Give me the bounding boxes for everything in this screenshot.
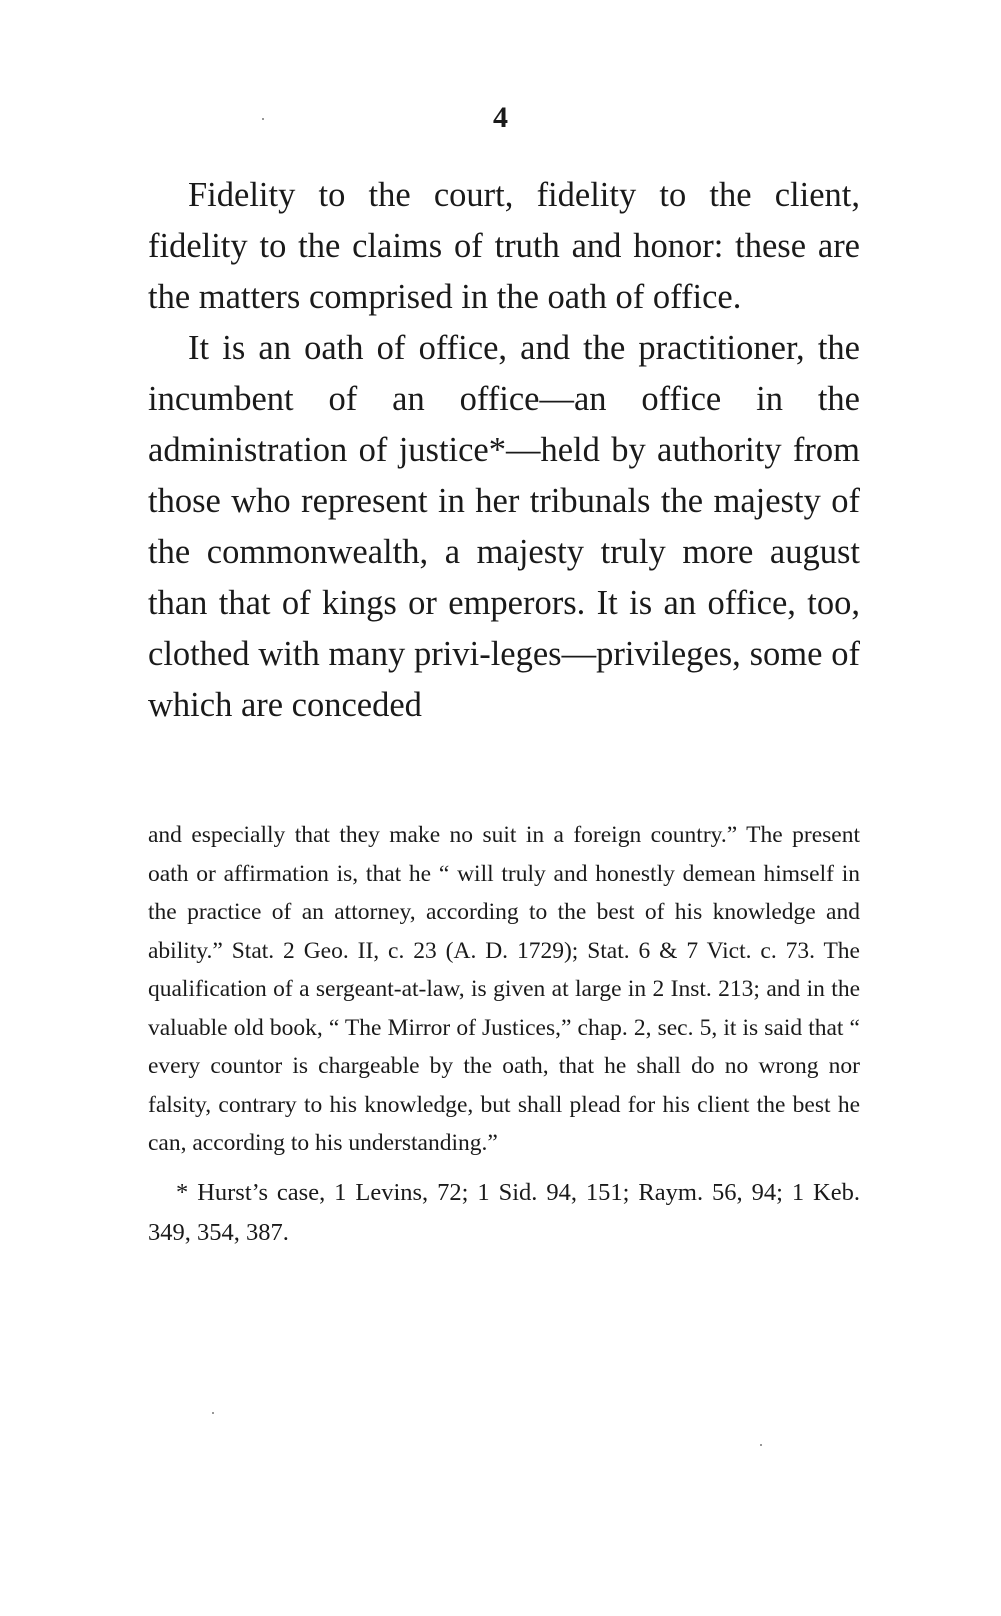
footnote-continuation: and especially that they make no suit in a foreign country.” The present oath or affirmation is, that he “ will truly and honestly demean himself in the practice of an attorney, according to the best of his knowledge and ability.” Stat. 2 Geo. II, c. 23 (A. D. 1729); Stat. 6 & 7 Vict. c. 73. The qualification of a sergeant-at-law, is given at large in 2 Inst. 213; and in the valuable old book, “ The Mirror of Justices,” chap. 2, sec. 5, it is said that “ every countor is chargeable by the oath, that he shall do no wrong nor falsity, contrary to his knowledge, but shall plead for his client the best he can, according to his understanding.” (148, 822, 860, 1156)
paragraph-fidelity: Fidelity to the court, fidelity to the client, fidelity to the claims of truth and honor: these are the matters comprised in the oath of office. (148, 176, 860, 316)
paragraph-oath-of-office: It is an oath of office, and the practitioner, the incumbent of an office—an office in the administration of justice*—held by authority from those who represent in her tribunals the majesty of the commonwealth, a majesty truly more august than that of kings or emperors. It is an office, too, clothed with many privi-leges—privileges, some of which are conceded (148, 329, 860, 724)
main-text (148, 170, 860, 731)
page-number: 4 (493, 101, 508, 134)
footnote-star: * Hurst’s case, 1 Levins, 72; 1 Sid. 94, 151; Raym. 56, 94; 1 Keb. 349, 354, 387. (148, 1178, 860, 1246)
footnotes (148, 816, 860, 1253)
print-speck (760, 1444, 762, 1446)
print-speck (212, 1412, 214, 1414)
print-speck (262, 118, 264, 120)
